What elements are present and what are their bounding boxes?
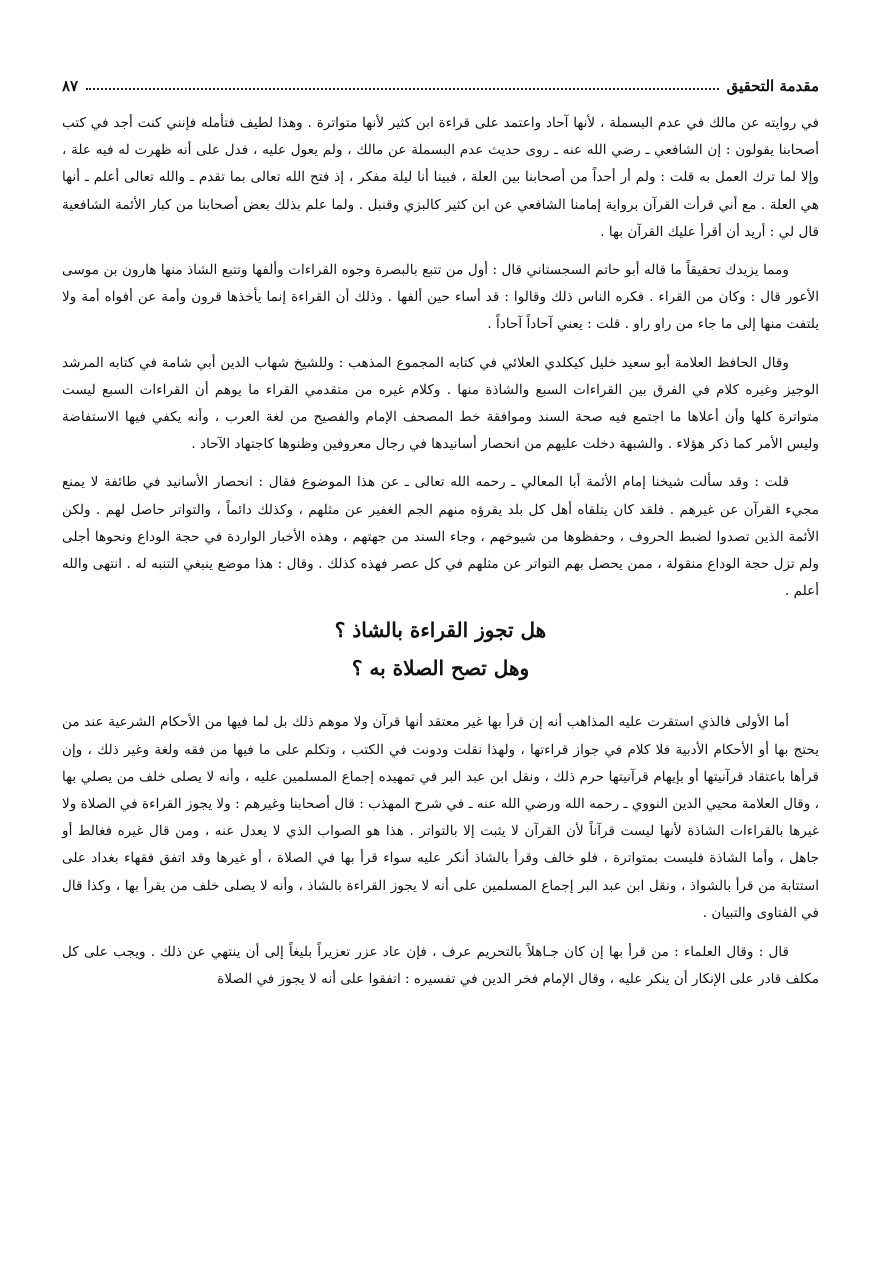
header-dot-leader [86, 88, 719, 90]
paragraph-6: قال : وقال العلماء : من قرأ بها إن كان جـاهلاً بالتحريم عرف ، فإن عاد عزر تعزيراً بليغاً إلى أن ينتهي عن ذلك . ويجب على كل مكلف قادر على الإنكار أن ينكر عليه ، وقال الإمام فخر الدين في تفسيره : اتفقوا على أنه لا يجوز في الصلاة [62, 944, 819, 988]
section-heading [62, 611, 819, 687]
section-heading-line-1: هل تجوز القراءة بالشاذ ؟ [334, 618, 547, 643]
paragraph-3: وقال الحافظ العلامة أبو سعيد خليل كيكلدي العلائي في كتابه المجموع المذهب : وللشيخ شهاب الدين أبي شامة في كتابه المرشد الوجيز وغيره كلام في الفرق بين القراءات السبع والشاذة منها . وكلام غيره من متقدمي القراء ما يوهم أن القراءات السبع ليست متواترة كلها وأن أعلاها ما اجتمع فيه صحة السند وموافقة خط المصحف الإمام والفصيح من لغة العرب ، وأنه يكفي فيها الاستفاضة وليس الأمر كما ذكر هؤلاء . والشبهة دخلت عليهم من انحصار أسانيدها في رجال معروفين وظنوها كاجتهاد الآحاد . [62, 354, 819, 453]
running-header [62, 72, 819, 100]
paragraph-2: ومما يزيدك تحقيقاً ما قاله أبو حاتم السجستاني قال : أول من تتبع بالبصرة وجوه القراءات وألفها وتتبع الشاذ منها هارون بن موسى الأعور قال : وكان من القراء . فكره الناس ذلك وقالوا : قد أساء حين ألفها . وذلك أن القراءة إنما يأخذها قرون وأمة عن أفواه أمة ولا يلتفت منها إلى ما جاء من راو راو . قلت : يعني آحاداً آحاداً . [62, 262, 819, 333]
paragraph-4: قلت : وقد سألت شيخنا إمام الأئمة أبا المعالي ـ رحمه الله تعالى ـ عن هذا الموضوع فقال : انحصار الأسانيد في طائفة لا يمنع مجيء القرآن عن غيرهم . فلقد كان يتلقاه أهل كل بلد يقرؤه منهم الجم الغفير عن مثلهم ، وكذلك دائماً ، والتواتر حاصل لهم . ولكن الأئمة الذين تصدوا لضبط الحروف ، وحفظوها من شيوخهم ، وجاء السند من جهتهم ، وهذه الأخبار الواردة في حجة الوداع ونحوها أجلى ولم تزل حجة الوداع منقولة ، ممن يحصل بهم التواتر عن مثلهم في كل عصر فهذه كذلك . وقال : هذا موضع ينبغي التنبه له . انتهى والله أعلم . [62, 474, 819, 600]
page-number: ٨٧ [62, 77, 79, 95]
running-header-title: مقدمة التحقيق [726, 77, 819, 95]
paragraph-1: في روايته عن مالك في عدم البسملة ، لأنها آحاد واعتمد على قراءة ابن كثير لأنها متواترة . وهذا لطيف فتأمله فإنني كنت أجد في كتب أصحابنا يقولون : إن الشافعي ـ رضي الله عنه ـ روى حديث عدم البسملة عن مالك ، ولم يعول عليه ، فدل على أنه ظهرت له فيه علة ، وإلا لما ترك العمل به قلت : ولم أر أحداً من أصحابنا بين العلة ، فبينا أنا ليلة مفكر ، إذ فتح الله تعالى بما تقدم ـ والله تعالى أعلم ـ أنها هي العلة . مع أني قرأت القرآن برواية إمامنا الشافعي عن ابن كثير كالبزي وقنبل . ولما علم بذلك بعض أصحابنا من كبار الأئمة الشافعية قال لي : أريد أن أقرأ عليك القرآن بها . [62, 115, 819, 240]
section-heading-line-2: وهل تصح الصلاة به ؟ [351, 656, 530, 681]
paragraph-5: أما الأولى فالذي استقرت عليه المذاهب أنه إن قرأ بها غير معتقد أنها قرآن ولا موهم ذلك بل لما فيها من الأحكام الشرعية عند من يحتج بها أو الأحكام الأدبية فلا كلام في جواز قراءتها ، ولهذا نقلت ودونت في الكتب ، وتكلم على ما فيها من فقه ولغة وغير ذلك ، وإن قرأها باعتقاد قرآنيتها أو بإيهام قرآنيتها حرم ذلك ، ونقل ابن عبد البر في تمهيده إجماع المسلمين عليه ، وأنه لا يصلى خلف من يصلي بها ، وقال العلامة محيي الدين النووي ـ رحمه الله ورضي الله عنه ـ في شرح المهذب : قال أصحابنا وغيرهم : ولا يجوز القراءة في الصلاة ولا غيرها بالقراءات الشاذة لأنها ليست قرآناً لأن القرآن لا يثبت إلا بالتواتر . هذا هو الصواب الذي لا يعدل عنه ، ومن قال غيره فغالط أو جاهل ، وأما الشاذة فليست بمتواترة ، فلو خالف وقرأ بالشاذ أنكر عليه سواء قرأ بها في الصلاة ، أو غيرها وقد اتفق فقهاء بغداد على استتابة من قرأ بالشواذ ، ونقل ابن عبد البر إجماع المسلمين على أنه لا يجوز القراءة بالشاذ ، وأنه لا يصلى خلف من يقرأ بها ، وكذا قال في الفتاوى والتبيان . [62, 714, 819, 921]
book-page [62, 72, 819, 993]
